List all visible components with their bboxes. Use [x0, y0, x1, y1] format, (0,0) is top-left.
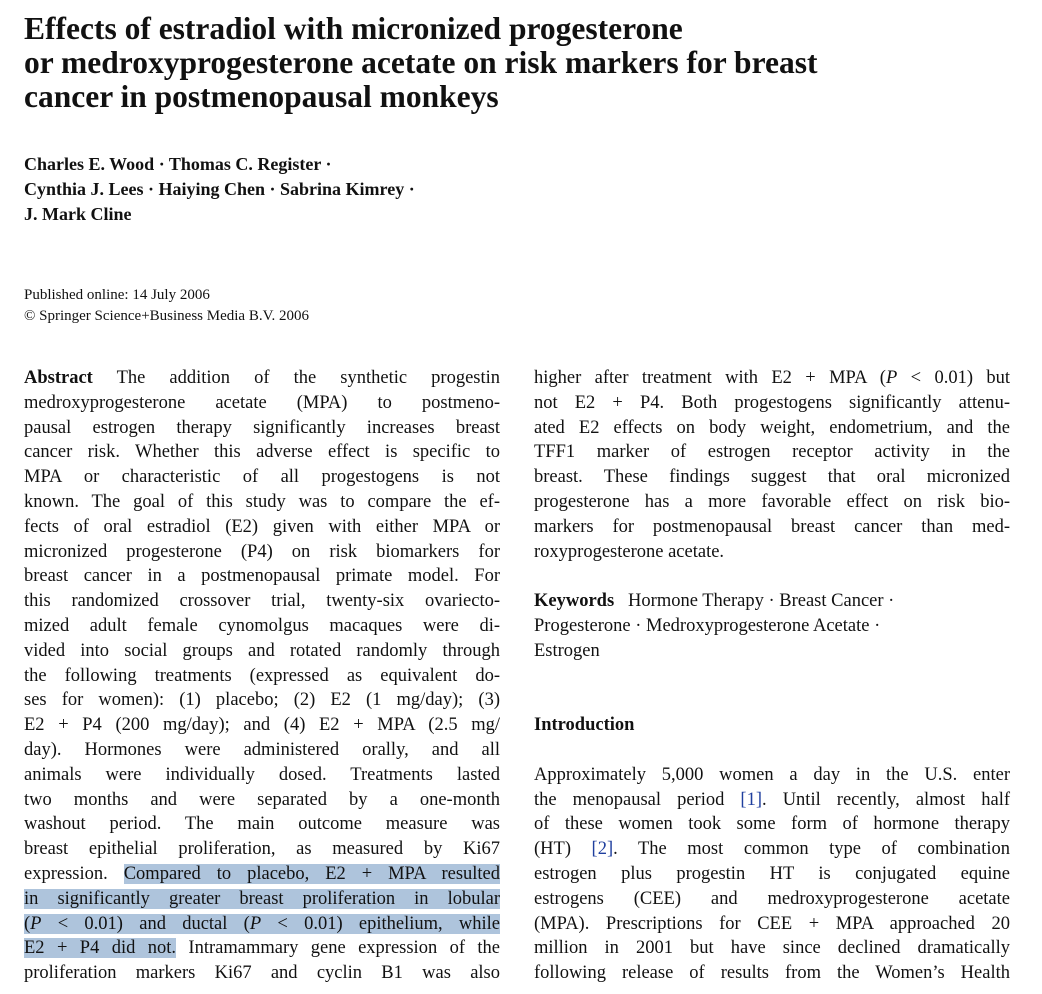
abstract-line: roxyprogesterone acetate.: [534, 541, 725, 562]
abstract-line: [24, 887, 500, 912]
abstract-line: breast epithelial proliferation, as measured by Ki67: [24, 839, 500, 860]
abstract-line: E2 + P4 (200 mg/day); and (4) E2 + MPA (2.5 mg/: [24, 715, 500, 736]
abstract-line: cancer risk. Whether this adverse effect is specific to: [24, 442, 500, 463]
abstract-line: washout period. The main outcome measure was: [24, 814, 500, 835]
citation-link[interactable]: [1]: [740, 789, 762, 810]
citation-link[interactable]: [2]: [591, 839, 614, 860]
intro-line: (HT) [2]. The most common type of combination: [534, 839, 1010, 860]
abstract-column: [24, 366, 500, 986]
abstract-line: markers for postmenopausal breast cancer than med-: [534, 516, 1010, 537]
highlighted-text[interactable]: E2 + P4 did not.: [24, 938, 177, 959]
intro-line: the menopausal period [1]. Until recently, almost half: [534, 789, 1010, 810]
abstract-line: day). Hormones were administered orally, and all: [24, 739, 500, 760]
abstract-line: micronized progesterone (P4) on risk biomarkers for: [24, 541, 500, 562]
author-line: J. Mark Cline: [24, 204, 132, 224]
highlighted-text[interactable]: in significantly greater breast proliferation in lobular: [24, 888, 500, 909]
published-date: Published online: 14 July 2006: [24, 287, 210, 303]
abstract-line: MPA or characteristic of all progestogens is not: [24, 467, 500, 488]
introduction-heading: Introduction: [534, 715, 635, 736]
abstract-line: known. The goal of this study was to compare the ef-: [24, 491, 500, 512]
abstract-line: mized adult female cynomolgus macaques were di-: [24, 615, 500, 636]
abstract-line: this randomized crossover trial, twenty-six ovariecto-: [24, 591, 500, 612]
spacer: [534, 738, 1010, 763]
title-line: or medroxyprogesterone acetate on risk markers for breast: [24, 45, 818, 80]
abstract-line: TFF1 marker of estrogen receptor activity in the: [534, 442, 1010, 463]
abstract-line: higher after treatment with E2 + MPA (P < 0.01) but: [534, 368, 1011, 388]
abstract-line: vided into social groups and rotated randomly through: [24, 640, 500, 661]
article-title: [24, 12, 984, 114]
keywords-line: Estrogen: [534, 640, 600, 661]
abstract-line: proliferation markers Ki67 and cyclin B1 was also: [24, 963, 500, 984]
title-line: cancer in postmenopausal monkeys: [24, 79, 499, 114]
abstract-line: expression. Compared to placebo, E2 + MPA resulted: [24, 863, 501, 884]
abstract-line: medroxyprogesterone acetate (MPA) to postmeno-: [24, 392, 500, 413]
abstract-line: E2 + P4 did not. Intramammary gene expression of the: [24, 938, 501, 959]
highlighted-text[interactable]: (P < 0.01) and ductal (P < 0.01) epithelium, while: [24, 913, 500, 934]
highlighted-text[interactable]: Compared to placebo, E2 + MPA resulted: [123, 863, 501, 884]
abstract-line: two months and were separated by a one-month: [24, 789, 500, 810]
author-line: Cynthia J. Lees · Haiying Chen · Sabrina Kimrey ·: [24, 179, 415, 199]
intro-line: estrogen plus progestin HT is conjugated equine: [534, 863, 1010, 884]
abstract-line: not E2 + P4. Both progestogens significantly attenu-: [534, 392, 1010, 413]
publication-info: [24, 285, 309, 327]
intro-line: of these women took some form of hormone therapy: [534, 814, 1010, 835]
keyword-list: Hormone Therapy · Breast Cancer ·: [628, 591, 895, 612]
keywords-line: [534, 589, 1010, 614]
abstract-line: pausal estrogen therapy significantly increases breast: [24, 417, 500, 438]
right-column: [534, 366, 1010, 986]
author-list: [24, 152, 415, 227]
abstract-label: Abstract: [24, 368, 93, 388]
intro-line: estrogens (CEE) and medroxyprogesterone acetate: [534, 888, 1010, 909]
abstract-line: breast cancer in a postmenopausal primate model. For: [24, 566, 500, 587]
intro-line: (MPA). Prescriptions for CEE + MPA approached 20: [534, 913, 1010, 934]
intro-line: Approximately 5,000 women a day in the U.S. enter: [534, 764, 1010, 785]
copyright-notice: © Springer Science+Business Media B.V. 2006: [24, 308, 309, 324]
keywords-label: Keywords: [534, 591, 615, 612]
abstract-line: ses for women): (1) placebo; (2) E2 (1 mg/day); (3): [24, 690, 500, 711]
abstract-line: Abstract The addition of the synthetic progestin: [24, 368, 501, 388]
spacer: [534, 688, 1010, 713]
author-line: Charles E. Wood · Thomas C. Register ·: [24, 154, 332, 174]
abstract-line: the following treatments (expressed as equivalent do-: [24, 665, 500, 686]
abstract-line: [24, 912, 500, 937]
abstract-line: fects of oral estradiol (E2) given with either MPA or: [24, 516, 500, 537]
spacer: [534, 664, 1010, 689]
intro-line: following release of results from the Women’s Health: [534, 963, 1010, 984]
abstract-line: animals were individually dosed. Treatments lasted: [24, 764, 500, 785]
keywords-line: Progesterone · Medroxyprogesterone Acetate ·: [534, 615, 881, 636]
abstract-line: ated E2 effects on body weight, endometrium, and the: [534, 417, 1010, 438]
spacer: [534, 564, 1010, 589]
intro-line: million in 2001 but have since declined dramatically: [534, 938, 1010, 959]
title-line: Effects of estradiol with micronized progesterone: [24, 11, 683, 46]
abstract-line: breast. These findings suggest that oral micronized: [534, 467, 1010, 488]
abstract-line: progesterone has a more favorable effect on risk bio-: [534, 491, 1010, 512]
